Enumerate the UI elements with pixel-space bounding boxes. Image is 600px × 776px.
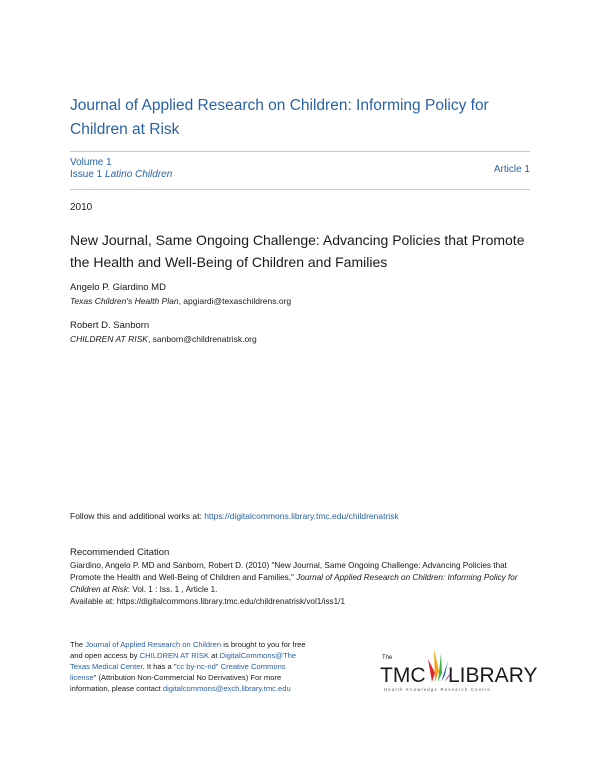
follow-text: Follow this and additional works at: [70,511,205,521]
recommended-citation [70,560,540,608]
author-affiliation: Texas Children's Health Plan, apgiardi@texaschildrens.org [70,296,292,306]
logo-tmc-text: TMC [380,664,426,687]
recommended-citation-heading: Recommended Citation [70,547,170,558]
footer-children-at-risk-link[interactable]: CHILDREN AT RISK [139,651,210,660]
author-name: Robert D. Sanborn [70,320,150,331]
footer-journal-link[interactable]: Journal of Applied Research on Children [85,640,222,649]
follow-link[interactable]: https://digitalcommons.library.tmc.edu/childrenatrisk [204,511,399,521]
publication-year: 2010 [70,202,93,213]
issue-number: Issue 1 [70,169,103,180]
journal-title[interactable]: Journal of Applied Research on Children: Informing Policy for Children at Risk [70,97,489,138]
logo-library-text: LIBRARY [448,664,538,687]
footer-digitalcommons-link[interactable]: DigitalCommons@The Texas Medical Center [70,651,297,671]
divider-top [70,151,530,152]
affiliation-name: Texas Children's Health Plan [70,296,179,306]
divider-bottom [70,189,530,190]
citation-journal: Journal of Applied Research on Children: Informing Policy for Children at Risk [70,573,518,594]
logo-small-text: The [382,655,393,661]
issue-name: Latino Children [105,169,173,180]
follow-line [70,511,399,521]
article-title: New Journal, Same Ongoing Challenge: Advancing Policies that Promote the Health and Well-Being of Children and Families [70,232,525,270]
footer-contact-email-link[interactable]: digitalcommons@exch.library.tmc.edu [162,684,291,693]
volume-link[interactable]: Volume 1 [70,157,112,168]
issue-link[interactable] [70,169,172,181]
author-affiliation: CHILDREN AT RISK, sanborn@childrenatrisk.org [70,334,257,344]
author-email: apgiardi@texaschildrens.org [183,296,292,306]
author-email: sanborn@childrenatrisk.org [152,334,257,344]
affiliation-name: CHILDREN AT RISK [70,334,148,344]
footer-license-link[interactable]: cc by-nc-nd" Creative Commons license [70,662,286,682]
author-name: Angelo P. Giardino MD [70,282,166,293]
footer-notice: The Journal of Applied Research on Children is brought to you for free and open access by CHILDREN AT RISK at DigitalCommons@The Texas Medical Center. It has a "cc by-nc-nd" Creative Commons license" (Attribution Non-Commercial No Derivatives) For more information, please contact digitalcommons@exch.library.tmc.edu [70,640,306,693]
citation-text: Giardino, Angelo P. MD and Sanborn, Robert D. (2010) "New Journal, Same Ongoing Challenge: Advancing Policies that Promote the Health and Well-Being of Children and Families," [70,561,507,582]
available-at-label: Available at: [70,597,117,606]
tmc-library-logo [378,633,538,703]
citation-volume: : Vol. 1 : Iss. 1 , Article 1. [127,585,218,594]
article-link[interactable]: Article 1 [493,164,530,175]
logo-tagline: Health Knowledge Research Centre [384,687,491,692]
available-at-link[interactable]: https://digitalcommons.library.tmc.edu/childrenatrisk/vol1/iss1/1 [116,597,346,606]
